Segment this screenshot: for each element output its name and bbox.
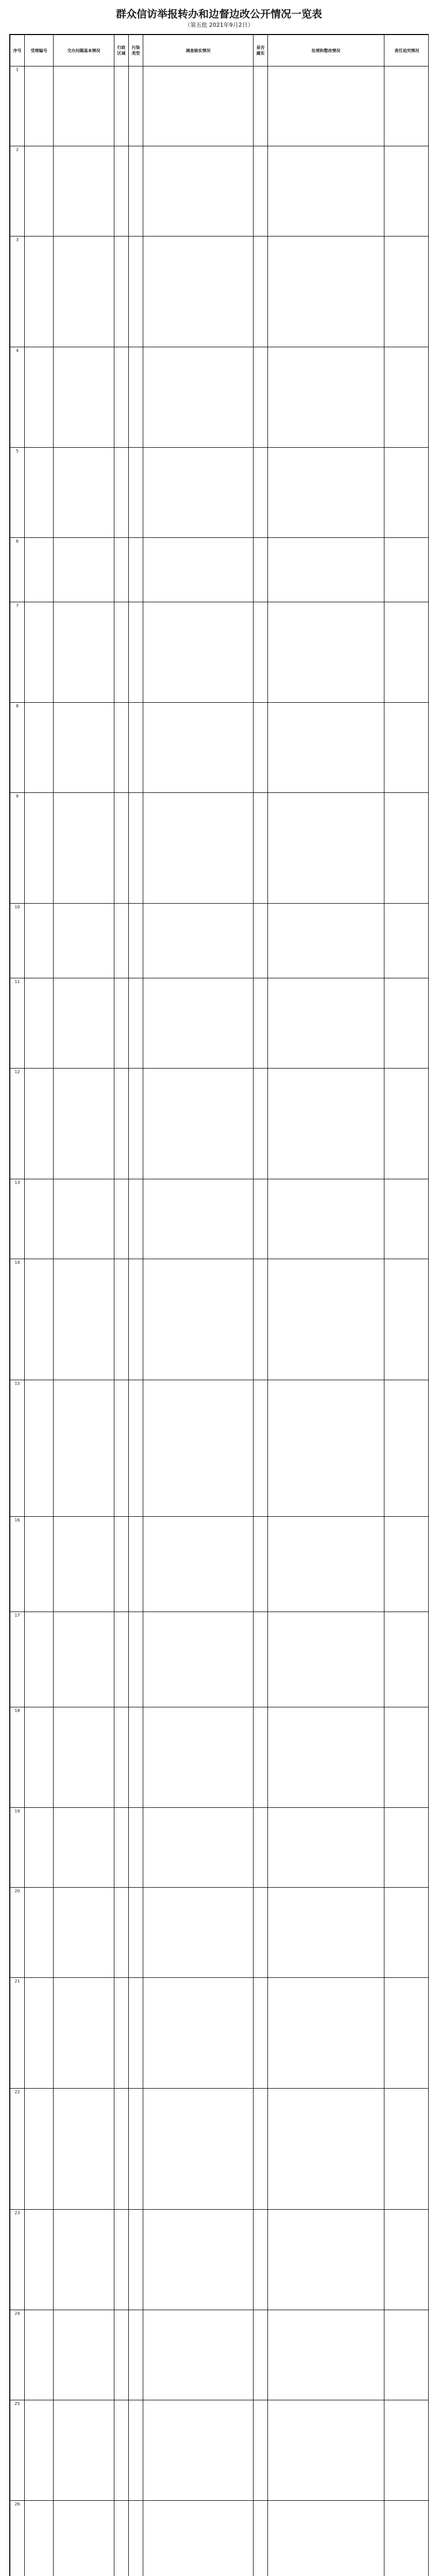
cell-type <box>129 1380 143 1517</box>
cell-accountability <box>384 2310 429 2400</box>
cell-result <box>143 236 254 347</box>
header-seq: 序号 <box>10 35 25 66</box>
cell-result <box>143 2400 254 2501</box>
table-row <box>10 703 429 793</box>
cell-region <box>114 1707 129 1808</box>
table-row <box>10 1612 429 1707</box>
header-verified: 是否属实 <box>254 35 268 66</box>
cell-result <box>143 347 254 448</box>
cell-handling <box>268 1179 384 1259</box>
table-row <box>10 347 429 448</box>
cell-content <box>54 2310 114 2400</box>
cell-seq: 21 <box>10 1978 25 2089</box>
cell-seq: 5 <box>10 448 25 538</box>
cell-result <box>143 703 254 793</box>
cell-content <box>54 978 114 1069</box>
cell-type <box>129 1517 143 1612</box>
cell-code <box>25 2210 54 2310</box>
cell-type <box>129 347 143 448</box>
cell-content <box>54 2400 114 2501</box>
cell-type <box>129 602 143 703</box>
cell-seq: 6 <box>10 538 25 602</box>
cell-content <box>54 1707 114 1808</box>
cell-verified <box>254 703 268 793</box>
cell-code <box>25 1069 54 1179</box>
cell-code <box>25 1517 54 1612</box>
table-row <box>10 146 429 236</box>
cell-result <box>143 2089 254 2210</box>
cell-region <box>114 347 129 448</box>
cell-code <box>25 2501 54 2576</box>
table-row <box>10 1069 429 1179</box>
cell-region <box>114 1612 129 1707</box>
cell-verified <box>254 2089 268 2210</box>
cell-result <box>143 538 254 602</box>
header-accountability: 责任追究情况 <box>384 35 429 66</box>
cell-seq: 25 <box>10 2400 25 2501</box>
cell-content <box>54 703 114 793</box>
cell-result <box>143 1707 254 1808</box>
cell-content <box>54 2501 114 2576</box>
cell-code <box>25 904 54 978</box>
cell-result <box>143 793 254 904</box>
cell-content <box>54 1259 114 1380</box>
cell-region <box>114 236 129 347</box>
cell-code <box>25 2089 54 2210</box>
cell-handling <box>268 1707 384 1808</box>
cell-verified <box>254 236 268 347</box>
cell-result <box>143 1259 254 1380</box>
cell-type <box>129 2310 143 2400</box>
cell-accountability <box>384 1808 429 1888</box>
cell-seq: 10 <box>10 904 25 978</box>
cell-accountability <box>384 793 429 904</box>
data-table <box>10 35 429 2576</box>
cell-accountability <box>384 978 429 1069</box>
cell-seq: 15 <box>10 1380 25 1517</box>
cell-type <box>129 538 143 602</box>
cell-verified <box>254 1259 268 1380</box>
cell-type <box>129 66 143 146</box>
cell-type <box>129 146 143 236</box>
cell-content <box>54 1978 114 2089</box>
cell-region <box>114 1978 129 2089</box>
cell-content <box>54 1808 114 1888</box>
cell-verified <box>254 2210 268 2310</box>
cell-seq: 11 <box>10 978 25 1069</box>
table-row <box>10 1888 429 1978</box>
cell-content <box>54 538 114 602</box>
cell-content <box>54 2089 114 2210</box>
cell-accountability <box>384 1978 429 2089</box>
table-row <box>10 1259 429 1380</box>
cell-seq: 9 <box>10 793 25 904</box>
table-row <box>10 1179 429 1259</box>
cell-result <box>143 1380 254 1517</box>
cell-code <box>25 703 54 793</box>
cell-result <box>143 978 254 1069</box>
cell-type <box>129 2089 143 2210</box>
cell-content <box>54 2210 114 2310</box>
cell-result <box>143 602 254 703</box>
cell-seq: 24 <box>10 2310 25 2400</box>
cell-region <box>114 602 129 703</box>
cell-handling <box>268 1069 384 1179</box>
cell-verified <box>254 1069 268 1179</box>
cell-accountability <box>384 146 429 236</box>
data-table-wrapper <box>9 34 429 2576</box>
cell-seq: 26 <box>10 2501 25 2576</box>
cell-result <box>143 1978 254 2089</box>
cell-content <box>54 793 114 904</box>
cell-handling <box>268 1978 384 2089</box>
cell-result <box>143 2310 254 2400</box>
cell-region <box>114 1517 129 1612</box>
cell-seq: 22 <box>10 2089 25 2210</box>
cell-seq: 8 <box>10 703 25 793</box>
cell-region <box>114 66 129 146</box>
table-row <box>10 538 429 602</box>
cell-seq: 4 <box>10 347 25 448</box>
cell-region <box>114 2210 129 2310</box>
cell-handling <box>268 236 384 347</box>
cell-verified <box>254 538 268 602</box>
cell-result <box>143 1612 254 1707</box>
cell-verified <box>254 904 268 978</box>
cell-region <box>114 1888 129 1978</box>
cell-code <box>25 602 54 703</box>
header-handling: 处理和整改情况 <box>268 35 384 66</box>
cell-content <box>54 1888 114 1978</box>
cell-code <box>25 1707 54 1808</box>
cell-accountability <box>384 1707 429 1808</box>
cell-handling <box>268 448 384 538</box>
table-row <box>10 904 429 978</box>
cell-handling <box>268 347 384 448</box>
cell-code <box>25 793 54 904</box>
cell-verified <box>254 2400 268 2501</box>
cell-region <box>114 904 129 978</box>
cell-seq: 2 <box>10 146 25 236</box>
cell-region <box>114 1179 129 1259</box>
cell-type <box>129 236 143 347</box>
cell-accountability <box>384 703 429 793</box>
header-code: 受理编号 <box>25 35 54 66</box>
table-row <box>10 602 429 703</box>
cell-verified <box>254 602 268 703</box>
cell-content <box>54 347 114 448</box>
cell-accountability <box>384 1069 429 1179</box>
cell-content <box>54 904 114 978</box>
cell-code <box>25 1888 54 1978</box>
table-row <box>10 2210 429 2310</box>
cell-handling <box>268 66 384 146</box>
cell-content <box>54 1069 114 1179</box>
cell-verified <box>254 1978 268 2089</box>
cell-region <box>114 793 129 904</box>
cell-accountability <box>384 66 429 146</box>
cell-type <box>129 1179 143 1259</box>
document-title: 群众信访举报转办和边督边改公开情况一览表 <box>116 8 322 20</box>
cell-accountability <box>384 1380 429 1517</box>
cell-code <box>25 538 54 602</box>
cell-verified <box>254 1179 268 1259</box>
cell-code <box>25 347 54 448</box>
table-row <box>10 66 429 146</box>
cell-code <box>25 1179 54 1259</box>
cell-type <box>129 703 143 793</box>
cell-accountability <box>384 602 429 703</box>
cell-seq: 20 <box>10 1888 25 1978</box>
cell-handling <box>268 2501 384 2576</box>
cell-seq: 14 <box>10 1259 25 1380</box>
cell-verified <box>254 2501 268 2576</box>
cell-seq: 23 <box>10 2210 25 2310</box>
cell-type <box>129 1069 143 1179</box>
table-header-row <box>10 35 429 66</box>
cell-code <box>25 1259 54 1380</box>
cell-accountability <box>384 448 429 538</box>
cell-verified <box>254 2310 268 2400</box>
cell-accountability <box>384 2210 429 2310</box>
header-result: 调查核实情况 <box>143 35 254 66</box>
cell-handling <box>268 2089 384 2210</box>
cell-verified <box>254 448 268 538</box>
table-row <box>10 1707 429 1808</box>
cell-accountability <box>384 2089 429 2210</box>
cell-seq: 17 <box>10 1612 25 1707</box>
cell-content <box>54 66 114 146</box>
cell-verified <box>254 793 268 904</box>
cell-region <box>114 146 129 236</box>
header-type: 污染类型 <box>129 35 143 66</box>
cell-type <box>129 1888 143 1978</box>
cell-result <box>143 1808 254 1888</box>
cell-region <box>114 538 129 602</box>
cell-type <box>129 978 143 1069</box>
cell-content <box>54 602 114 703</box>
table-row <box>10 1978 429 2089</box>
cell-handling <box>268 1808 384 1888</box>
cell-result <box>143 66 254 146</box>
cell-region <box>114 2501 129 2576</box>
cell-type <box>129 2400 143 2501</box>
table-body <box>10 66 429 2576</box>
table-row <box>10 1517 429 1612</box>
cell-handling <box>268 146 384 236</box>
table-row <box>10 2501 429 2576</box>
cell-seq: 3 <box>10 236 25 347</box>
cell-region <box>114 2310 129 2400</box>
cell-verified <box>254 1808 268 1888</box>
cell-handling <box>268 2210 384 2310</box>
cell-region <box>114 448 129 538</box>
cell-handling <box>268 602 384 703</box>
cell-code <box>25 236 54 347</box>
table-row <box>10 793 429 904</box>
cell-code <box>25 1380 54 1517</box>
table-row <box>10 2089 429 2210</box>
cell-accountability <box>384 1517 429 1612</box>
cell-type <box>129 904 143 978</box>
cell-content <box>54 146 114 236</box>
cell-verified <box>254 1612 268 1707</box>
cell-handling <box>268 1259 384 1380</box>
header-region: 行政区域 <box>114 35 129 66</box>
cell-content <box>54 236 114 347</box>
cell-handling <box>268 904 384 978</box>
cell-verified <box>254 1707 268 1808</box>
cell-result <box>143 1517 254 1612</box>
cell-verified <box>254 978 268 1069</box>
cell-accountability <box>384 2400 429 2501</box>
cell-accountability <box>384 1612 429 1707</box>
cell-code <box>25 146 54 236</box>
cell-region <box>114 703 129 793</box>
table-row <box>10 236 429 347</box>
cell-result <box>143 1888 254 1978</box>
cell-handling <box>268 1888 384 1978</box>
cell-handling <box>268 2310 384 2400</box>
cell-region <box>114 1259 129 1380</box>
cell-accountability <box>384 2501 429 2576</box>
cell-type <box>129 1612 143 1707</box>
cell-type <box>129 448 143 538</box>
cell-content <box>54 1179 114 1259</box>
cell-code <box>25 1612 54 1707</box>
cell-result <box>143 904 254 978</box>
cell-result <box>143 448 254 538</box>
cell-region <box>114 1380 129 1517</box>
cell-type <box>129 2210 143 2310</box>
cell-result <box>143 1179 254 1259</box>
table-row <box>10 1808 429 1888</box>
cell-accountability <box>384 538 429 602</box>
header-content: 交办问题基本情况 <box>54 35 114 66</box>
cell-seq: 19 <box>10 1808 25 1888</box>
cell-code <box>25 1808 54 1888</box>
cell-result <box>143 146 254 236</box>
cell-handling <box>268 2400 384 2501</box>
cell-verified <box>254 1888 268 1978</box>
cell-handling <box>268 978 384 1069</box>
cell-seq: 7 <box>10 602 25 703</box>
cell-accountability <box>384 1259 429 1380</box>
cell-verified <box>254 66 268 146</box>
cell-content <box>54 448 114 538</box>
cell-accountability <box>384 347 429 448</box>
cell-code <box>25 1978 54 2089</box>
cell-region <box>114 2089 129 2210</box>
cell-type <box>129 1259 143 1380</box>
table-row <box>10 2310 429 2400</box>
cell-handling <box>268 1517 384 1612</box>
cell-content <box>54 1380 114 1517</box>
table-row <box>10 978 429 1069</box>
cell-code <box>25 978 54 1069</box>
cell-result <box>143 2501 254 2576</box>
document-subtitle: （第五批 2021年9月2日） <box>184 22 254 28</box>
cell-seq: 1 <box>10 66 25 146</box>
table-row <box>10 448 429 538</box>
cell-content <box>54 1517 114 1612</box>
cell-handling <box>268 538 384 602</box>
cell-verified <box>254 347 268 448</box>
cell-result <box>143 1069 254 1179</box>
cell-accountability <box>384 236 429 347</box>
cell-seq: 13 <box>10 1179 25 1259</box>
table-row <box>10 1380 429 1517</box>
cell-seq: 16 <box>10 1517 25 1612</box>
cell-region <box>114 978 129 1069</box>
cell-type <box>129 1808 143 1888</box>
cell-accountability <box>384 1888 429 1978</box>
cell-code <box>25 448 54 538</box>
cell-type <box>129 1707 143 1808</box>
cell-code <box>25 2400 54 2501</box>
cell-accountability <box>384 904 429 978</box>
cell-type <box>129 793 143 904</box>
cell-code <box>25 66 54 146</box>
table-row <box>10 2400 429 2501</box>
cell-content <box>54 1612 114 1707</box>
cell-handling <box>268 793 384 904</box>
cell-type <box>129 1978 143 2089</box>
cell-verified <box>254 1380 268 1517</box>
cell-seq: 12 <box>10 1069 25 1179</box>
cell-handling <box>268 1612 384 1707</box>
cell-handling <box>268 1380 384 1517</box>
cell-seq: 18 <box>10 1707 25 1808</box>
cell-result <box>143 2210 254 2310</box>
cell-code <box>25 2310 54 2400</box>
cell-region <box>114 1808 129 1888</box>
cell-verified <box>254 146 268 236</box>
cell-region <box>114 2400 129 2501</box>
cell-verified <box>254 1517 268 1612</box>
cell-region <box>114 1069 129 1179</box>
cell-type <box>129 2501 143 2576</box>
cell-handling <box>268 703 384 793</box>
cell-accountability <box>384 1179 429 1259</box>
